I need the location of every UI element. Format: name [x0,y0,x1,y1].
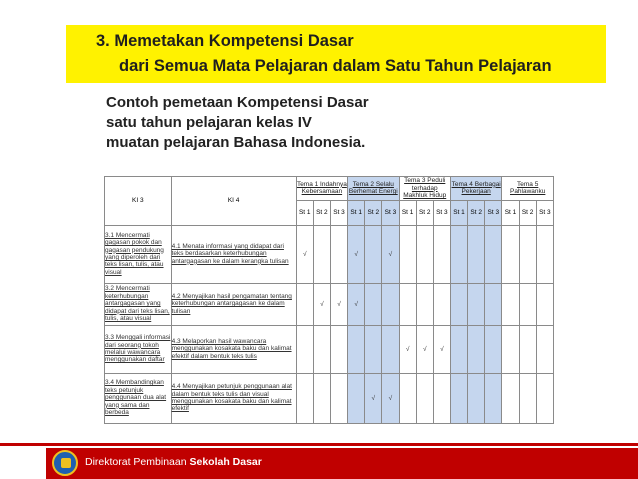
checkmark-cell [399,283,416,325]
table-row [105,325,554,373]
checkmark-cell [519,225,536,283]
checkmark-cell: √ [399,325,416,373]
ki3-cell: 3.1 Mencermati gagasan pokok dan gagasan pendukung yang diperoleh dari teks lisan, tulis, atau visual [105,225,172,283]
subtitle-line: Contoh pemetaan Kompetensi Dasar [106,94,369,111]
slide-title-line1: 3. Memetakan Kompetensi Dasar [96,32,354,50]
ki3-cell: 3.3 Menggali informasi dari seorang tokoh melalui wawancara menggunakan daftar [105,325,172,373]
subtitle-line: muatan pelajaran Bahasa Indonesia. [106,134,366,151]
checkmark-cell [485,225,502,283]
checkmark-cell [502,225,519,283]
checkmark-cell [485,283,502,325]
checkmark-cell [330,225,347,283]
checkmark-cell [399,225,416,283]
checkmark-cell [365,325,382,373]
checkmark-cell [330,325,347,373]
checkmark-cell [365,283,382,325]
subtheme-header: St 2 [365,200,382,225]
checkmark-cell [296,283,313,325]
footer-text-normal: Direktorat Pembinaan [85,456,187,468]
checkmark-cell [468,373,485,423]
checkmark-cell [330,373,347,423]
footer-text-bold: Sekolah Dasar [189,456,262,468]
checkmark-cell [296,373,313,423]
checkmark-cell [365,225,382,283]
checkmark-cell [536,283,553,325]
checkmark-cell [468,225,485,283]
checkmark-cell: √ [416,325,433,373]
checkmark-cell: √ [382,225,399,283]
checkmark-cell [450,325,467,373]
checkmark-cell [296,325,313,373]
checkmark-cell [502,373,519,423]
subtheme-header: St 1 [348,200,365,225]
checkmark-cell [313,325,330,373]
subtheme-header: St 3 [382,200,399,225]
checkmark-cell [382,283,399,325]
ki3-cell: 3.4 Membandingkan teks petunjuk penggunaan dua alat yang sama dan berbeda [105,373,172,423]
theme-header: Tema 5 Pahlawanku [502,177,554,201]
checkmark-cell [519,283,536,325]
table-row [105,373,554,423]
subtheme-header: St 1 [296,200,313,225]
checkmark-cell [502,325,519,373]
subtheme-header: St 2 [313,200,330,225]
header-ki3: KI 3 [105,177,172,226]
subtheme-header: St 2 [416,200,433,225]
checkmark-cell [433,283,450,325]
ki4-cell: 4.4 Menyajikan petunjuk penggunaan alat dalam bentuk teks tulis dan visual menggunakan kosakata baku dan kalimat efektif [171,373,296,423]
table-row [105,283,554,325]
checkmark-cell: √ [296,225,313,283]
checkmark-cell [536,373,553,423]
checkmark-cell [382,325,399,373]
subtheme-header: St 2 [468,200,485,225]
checkmark-cell [485,325,502,373]
subtheme-header: St 3 [485,200,502,225]
theme-header: Tema 4 Berbagai Pekerjaan [450,177,501,201]
ki4-cell: 4.1 Menata informasi yang didapat dari teks berdasarkan keterhubungan antargagasan ke dalam kerangka tulisan [171,225,296,283]
tut-wuri-handayani-logo-icon [52,450,78,476]
checkmark-cell [450,283,467,325]
ki3-cell: 3.2 Mencermati keterhubungan antargagasan yang didapat dari teks lisan, tulis, atau visual [105,283,172,325]
checkmark-cell [468,325,485,373]
checkmark-cell [433,225,450,283]
checkmark-cell [313,225,330,283]
checkmark-cell [313,373,330,423]
checkmark-cell [450,225,467,283]
checkmark-cell [433,373,450,423]
mapping-grid [104,176,554,424]
subtheme-header: St 3 [330,200,347,225]
checkmark-cell [519,325,536,373]
checkmark-cell [348,373,365,423]
checkmark-cell: √ [313,283,330,325]
table-row [105,225,554,283]
subtheme-header: St 3 [536,200,553,225]
subtheme-header: St 3 [433,200,450,225]
theme-header: Tema 3 Peduli terhadap Makhluk Hidup [399,177,450,201]
competency-mapping-table [104,176,554,436]
slide-title-line2: dari Semua Mata Pelajaran dalam Satu Tahun Pelajaran [119,57,552,75]
subtheme-header: St 2 [519,200,536,225]
footer-text [85,456,262,468]
checkmark-cell [416,283,433,325]
checkmark-cell: √ [348,283,365,325]
slide-subtitle [106,93,369,153]
checkmark-cell [536,225,553,283]
checkmark-cell [416,373,433,423]
checkmark-cell: √ [365,373,382,423]
header-ki4: KI 4 [171,177,296,226]
checkmark-cell [502,283,519,325]
checkmark-cell [399,373,416,423]
checkmark-cell: √ [348,225,365,283]
theme-header: Tema 1 Indahnya Kebersamaan [296,177,347,201]
checkmark-cell [519,373,536,423]
ki4-cell: 4.3 Melaporkan hasil wawancara menggunakan kosakata baku dan kalimat efektif dalam bentuk teks tulis [171,325,296,373]
checkmark-cell: √ [330,283,347,325]
theme-header: Tema 2 Selalu Berhemat Energi [348,177,399,201]
subtheme-header: St 1 [502,200,519,225]
subtheme-header: St 1 [450,200,467,225]
checkmark-cell [348,325,365,373]
subtheme-header: St 1 [399,200,416,225]
checkmark-cell [468,283,485,325]
ki4-cell: 4.2 Menyajikan hasil pengamatan tentang keterhubungan antargagasan ke dalam tulisan [171,283,296,325]
subtitle-line: satu tahun pelajaran kelas IV [106,114,312,131]
checkmark-cell [450,373,467,423]
checkmark-cell [416,225,433,283]
checkmark-cell [485,373,502,423]
checkmark-cell: √ [433,325,450,373]
checkmark-cell [536,325,553,373]
checkmark-cell: √ [382,373,399,423]
